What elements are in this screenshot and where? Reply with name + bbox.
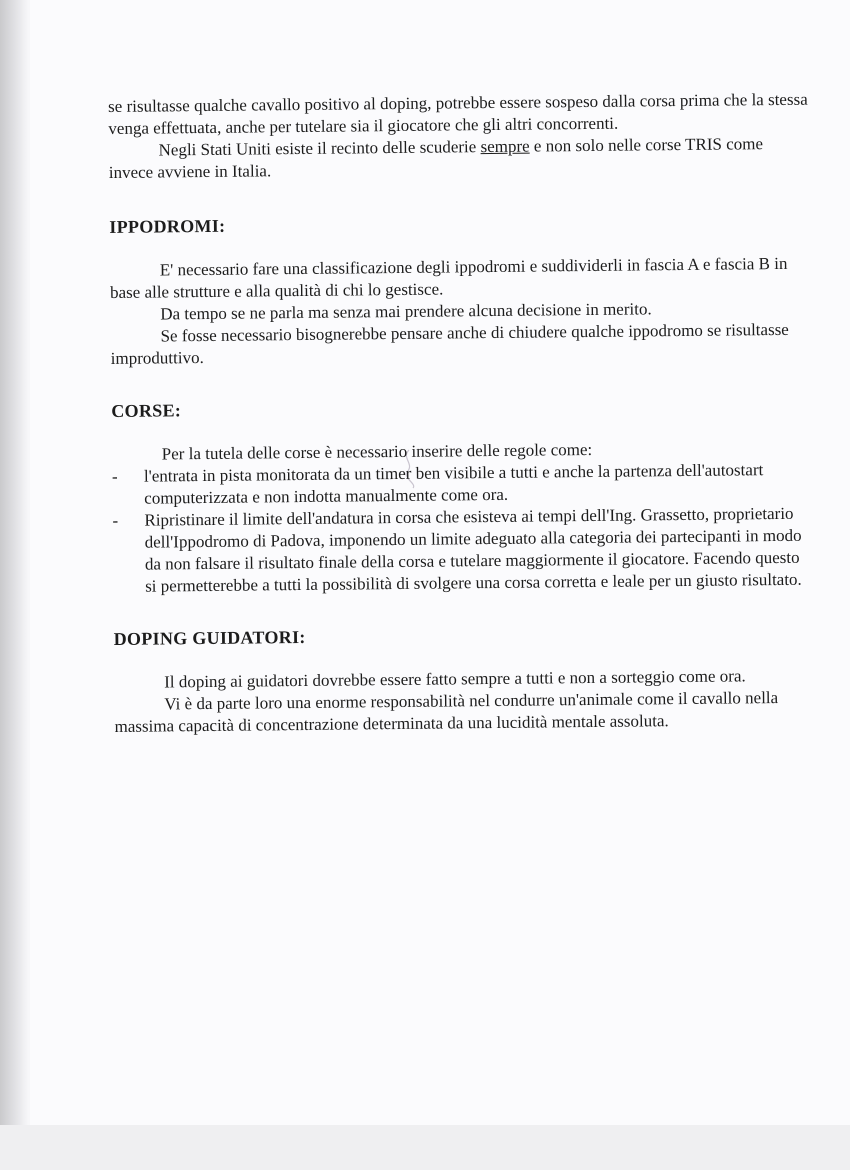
corse-heading: CORSE: bbox=[111, 400, 182, 421]
doping-section bbox=[114, 621, 815, 738]
ippodromi-paragraph-1: E' necessario fare una classificazione degli ippodromi e suddividerli in fascia A e fascia B in base alle strutture e alla qualità di chi lo gestisce. bbox=[109, 253, 788, 302]
document-body bbox=[108, 89, 815, 738]
list-item bbox=[112, 503, 813, 598]
scan-bottom-margin bbox=[0, 1125, 850, 1170]
ippodromi-paragraph-2: Da tempo se ne parla ma senza mai prendere alcuna decisione in merito. bbox=[160, 299, 652, 324]
list-item-text: Ripristinare il limite dell'andatura in corsa che esisteva ai tempi dell'Ing. Grassetto, proprietario dell'Ippodromo di Padova, imponendo un limite adeguato alla categoria dei partecipanti in modo da non falsare il risultato finale della corsa e tutelare maggiormente il giocatore. Facendo questo si permetterebbe a tutti la possibilità di svolgere una corsa corretta e leale per un giusto risultato. bbox=[144, 503, 802, 596]
corse-section bbox=[111, 393, 813, 598]
ippodromi-heading: IPPODROMI: bbox=[109, 215, 226, 237]
dash-bullet: - bbox=[111, 466, 118, 486]
intro-p2-text-before: Negli Stati Uniti esiste il recinto delle scuderie bbox=[158, 137, 481, 160]
scan-left-shadow bbox=[0, 0, 28, 1170]
doping-paragraph-1: Il doping ai guidatori dovrebbe essere fatto sempre a tutti e non a sorteggio come ora. bbox=[164, 666, 746, 692]
intro-p2-text-after: e non solo nelle corse TRIS come invece avviene in Italia. bbox=[108, 134, 764, 182]
ippodromi-section bbox=[109, 209, 811, 370]
intro-paragraph-1: se risultasse qualche cavallo positivo al doping, potrebbe essere sospeso dalla corsa prima che la stessa venga effettuata, anche per tutelare sia il giocatore che gli altri concorrenti. bbox=[108, 89, 808, 138]
corse-intro: Per la tutela delle corse è necessario inserire delle regole come: bbox=[161, 439, 593, 464]
list-item-text: l'entrata in pista monitorata da un timer ben visibile a tutti e anche la partenza dell'autostart computerizzata e non indotta manualmente come ora. bbox=[143, 460, 764, 508]
dash-bullet: - bbox=[112, 510, 119, 530]
intro-section bbox=[108, 89, 809, 184]
intro-paragraph-2 bbox=[108, 133, 808, 184]
doping-paragraph-2: Vi è da parte loro una enorme responsabilità nel condurre un'animale come il cavallo nella massima capacità di concentrazione determinata da una lucidità mentale assoluta. bbox=[114, 688, 779, 736]
corse-rules-list bbox=[112, 459, 813, 598]
ippodromi-paragraph-3: Se fosse necessario bisognerebbe pensare anche di chiudere qualche ippodromo se risultasse improduttivo. bbox=[110, 319, 789, 368]
doping-heading: DOPING GUIDATORI: bbox=[113, 626, 306, 649]
list-item bbox=[112, 459, 812, 510]
underlined-word: sempre bbox=[480, 136, 530, 157]
